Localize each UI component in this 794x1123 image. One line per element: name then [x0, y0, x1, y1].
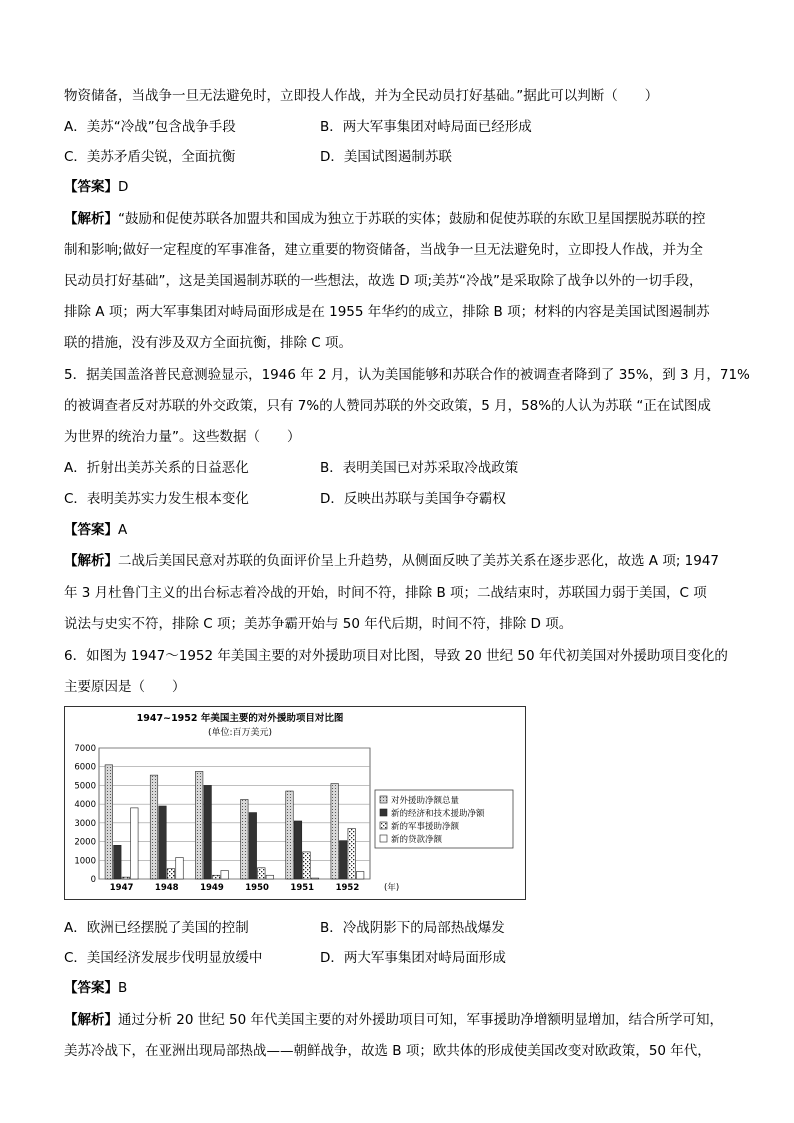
- q5-stem-line: 为世界的统治力量”。这些数据（ ）: [64, 429, 301, 445]
- chart-title: 1947~1952 年美国主要的对外援助项目对比图: [136, 713, 344, 724]
- q4-analysis-line: [64, 210, 706, 228]
- q5-option-a: A．折射出美苏关系的日益恶化: [64, 460, 249, 476]
- bar-1951-series-2: [303, 852, 311, 879]
- bar-1950-series-3: [266, 875, 274, 879]
- q4-analysis-line: 制和影响;做好一定程度的军事准备，建立重要的物资储备，当战争一旦无法避免时，立即投人作战，并为全: [64, 242, 704, 258]
- bar-1952-series-0: [331, 784, 339, 879]
- bar-1949-series-2: [212, 875, 220, 879]
- q5-answer: [64, 521, 127, 539]
- bar-1947-series-3: [131, 808, 139, 879]
- q4-stem-tail: 物资储备，当战争一旦无法避免时，立即投人作战，并为全民动员打好基础。”据此可以判断（ ）: [64, 88, 659, 104]
- bar-1950-series-1: [249, 813, 256, 879]
- legend-swatch: [380, 835, 387, 842]
- q4-option-b: B．两大军事集团对峙局面已经形成: [320, 119, 532, 135]
- y-tick-label: 3000: [74, 818, 96, 829]
- answer-tag: 【答案】: [64, 179, 118, 195]
- legend-swatch: [380, 796, 387, 803]
- y-tick-label: 1000: [74, 856, 96, 867]
- bar-1947-series-2: [122, 877, 130, 879]
- answer-tag: 【答案】: [64, 522, 118, 538]
- bar-1947-series-0: [105, 765, 113, 879]
- analysis-text: “鼓励和促使苏联各加盟共和国成为独立于苏联的实体；鼓励和促使苏联的东欧卫星国摆脱苏联的控: [118, 211, 706, 227]
- q4-analysis-line: 排除 A 项；两大军事集团对峙局面形成是在 1955 年华约的成立，排除 B 项；材料的内容是美国试图遏制苏: [64, 304, 710, 320]
- q6-stem-line: 6．如图为 1947～1952 年美国主要的对外援助项目对比图，导致 20 世纪 50 年代初美国对外援助项目变化的: [64, 648, 728, 664]
- q6-stem-line: 主要原因是（ ）: [64, 679, 186, 695]
- q4-option-c: C．美苏矛盾尖锐，全面抗衡: [64, 149, 236, 165]
- q5-analysis-line: 年 3 月杜鲁门主义的出台标志着冷战的开始，时间不符，排除 B 项；二战结束时，苏联国力弱于美国，C 项: [64, 585, 707, 601]
- aid-chart-frame: [64, 706, 526, 900]
- bar-1950-series-2: [258, 868, 266, 879]
- bar-1947-series-1: [114, 845, 122, 879]
- q5-analysis-line: [64, 552, 719, 570]
- bar-1950-series-0: [241, 799, 249, 879]
- analysis-text: 二战后美国民意对苏联的负面评价呈上升趋势，从侧面反映了美苏关系在逐步恶化，故选 A 项; 1947: [118, 553, 720, 569]
- q4-answer: [64, 178, 128, 196]
- q6-analysis-line: [64, 1011, 723, 1029]
- y-tick-label: 7000: [74, 744, 96, 754]
- x-tick-label: 1951: [290, 883, 315, 893]
- answer-tag: 【答案】: [64, 980, 118, 996]
- q6-answer: [64, 979, 127, 997]
- q4-option-a: A．美苏“冷战”包含战争手段: [64, 119, 236, 135]
- legend-swatch: [380, 822, 387, 829]
- bar-1949-series-0: [195, 771, 203, 879]
- bar-1951-series-0: [286, 791, 294, 879]
- analysis-tag: 【解析】: [64, 553, 118, 569]
- answer-value: A: [118, 522, 128, 538]
- legend-swatch: [380, 809, 387, 816]
- q5-stem-line: 的被调查者反对苏联的外交政策，只有 7%的人赞同苏联的外交政策，5 月，58%的人认为苏联 “正在试图成: [64, 398, 711, 414]
- q4-analysis-line: 民动员打好基础”，这是美国遏制苏联的一些想法，故选 D 项;美苏“冷战”是采取除了战争以外的一切手段，: [64, 273, 703, 289]
- aid-bar-chart: [65, 707, 525, 899]
- q5-option-d: D．反映出苏联与美国争夺霸权: [320, 491, 506, 507]
- x-tick-label: 1950: [245, 883, 269, 893]
- bar-1952-series-1: [339, 841, 347, 879]
- y-tick-label: 6000: [74, 762, 96, 773]
- q6-option-c: C．美国经济发展步伐明显放缓中: [64, 950, 263, 966]
- bar-1948-series-0: [150, 775, 158, 879]
- x-tick-label: 1949: [200, 883, 224, 893]
- bar-1952-series-3: [356, 872, 364, 879]
- x-tick-label: 1947: [109, 883, 134, 893]
- legend-label: 新的军事援助净额: [391, 822, 460, 832]
- q5-stem-line: 5．据美国盖洛普民意测验显示，1946 年 2 月，认为美国能够和苏联合作的被调查者降到了 35%，到 3 月，71%: [64, 367, 750, 383]
- bar-1949-series-3: [221, 871, 229, 879]
- y-tick-label: 5000: [74, 781, 96, 792]
- bar-1951-series-1: [294, 821, 302, 879]
- bar-1951-series-3: [311, 878, 319, 879]
- q6-option-d: D．两大军事集团对峙局面形成: [320, 950, 506, 966]
- bar-1948-series-1: [159, 806, 167, 879]
- x-axis-unit-label: (年): [384, 883, 400, 893]
- analysis-tag: 【解析】: [64, 1012, 118, 1028]
- y-tick-label: 2000: [74, 837, 96, 848]
- bar-1949-series-1: [204, 785, 212, 879]
- y-tick-label: 0: [90, 875, 96, 885]
- bar-1952-series-2: [348, 828, 356, 879]
- q6-option-a: A．欧洲已经摆脱了美国的控制: [64, 920, 249, 936]
- legend-label: 对外援助净额总量: [391, 796, 460, 806]
- q6-option-b: B．冷战阴影下的局部热战爆发: [320, 920, 505, 936]
- chart-subtitle: (单位:百万美元): [207, 728, 273, 738]
- y-tick-label: 4000: [74, 800, 96, 811]
- answer-value: D: [118, 179, 129, 195]
- x-tick-label: 1948: [154, 883, 179, 893]
- q5-option-c: C．表明美苏实力发生根本变化: [64, 491, 249, 507]
- legend-label: 新的贷款净额: [391, 835, 443, 845]
- answer-value: B: [118, 980, 128, 996]
- plot-area: [99, 748, 370, 879]
- q5-option-b: B．表明美国已对苏采取冷战政策: [320, 460, 519, 476]
- q4-option-d: D．美国试图遏制苏联: [320, 149, 452, 165]
- x-tick-label: 1952: [335, 883, 360, 893]
- bar-1948-series-2: [167, 869, 175, 879]
- q6-analysis-line: 美苏冷战下，在亚洲出现局部热战——朝鲜战争，故选 B 项；欧共体的形成使美国改变对欧政策，50 年代，: [64, 1043, 711, 1059]
- legend-label: 新的经济和技术援助净额: [391, 809, 485, 819]
- bar-1948-series-3: [176, 857, 184, 879]
- q5-analysis-line: 说法与史实不符，排除 C 项；美苏争霸开始与 50 年代后期，时间不符，排除 D 项。: [64, 616, 573, 632]
- analysis-tag: 【解析】: [64, 211, 118, 227]
- q4-analysis-line: 联的措施，没有涉及双方全面抗衡，排除 C 项。: [64, 335, 353, 351]
- analysis-text: 通过分析 20 世纪 50 年代美国主要的对外援助项目可知，军事援助净增额明显增加，结合所学可知，: [118, 1012, 724, 1028]
